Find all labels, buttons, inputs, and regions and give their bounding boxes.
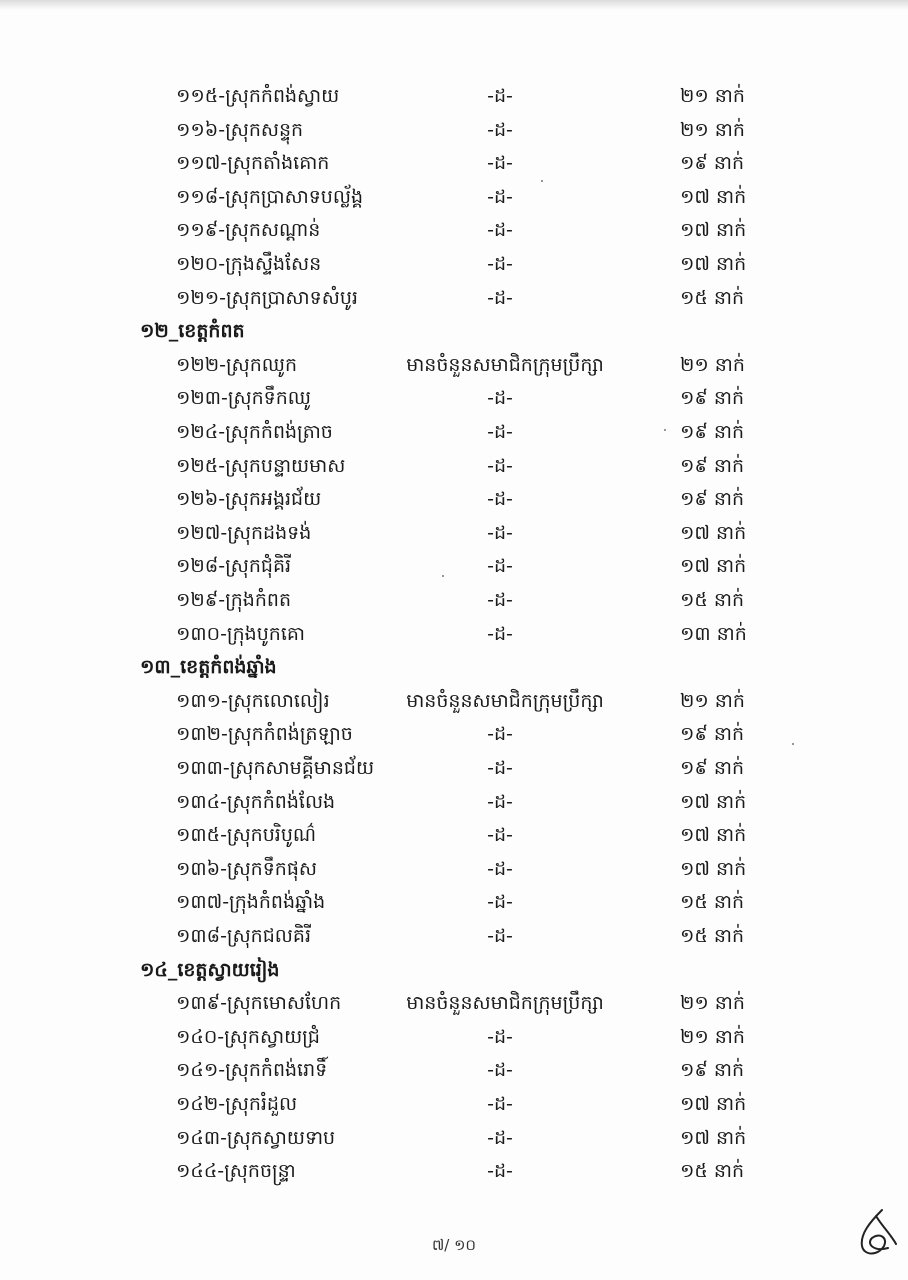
member-note: -ដ-: [487, 1093, 513, 1115]
member-note: -ដ-: [487, 623, 513, 645]
member-note: -ដ-: [487, 488, 513, 510]
member-note: -ដ-: [487, 219, 513, 241]
district-name: ១៣៦-ស្រុកទឹកផុស: [176, 858, 318, 880]
list-item: [0, 550, 908, 582]
list-item: [0, 886, 908, 918]
list-item: [0, 920, 908, 952]
list-item: [0, 853, 908, 885]
member-note: -ដ-: [487, 152, 513, 174]
district-name: ១១៦-ស្រុកសន្ទុក: [176, 119, 304, 141]
scan-speck: [664, 429, 666, 431]
list-item: [0, 819, 908, 851]
member-note: -ដ-: [487, 858, 513, 880]
district-name: ១៤២-ស្រុករំដួល: [176, 1093, 298, 1115]
member-note: មានចំនួនសមាជិកក្រុមប្រឹក្សា: [406, 354, 604, 376]
district-name: ១២៣-ស្រុកទឹកឈូ: [176, 387, 311, 409]
member-note: -ដ-: [487, 757, 513, 779]
member-count: ១៩ នាក់: [680, 421, 745, 443]
scan-speck: [541, 180, 543, 182]
member-count: ១៥ នាក់: [680, 589, 745, 611]
section-heading: ១២_ខេត្តកំពត: [140, 320, 245, 342]
member-count: ១៧ នាក់: [680, 791, 747, 813]
member-count: ១៩ នាក់: [680, 488, 745, 510]
district-name: ១៣៤-ស្រុកកំពង់លែង: [176, 791, 336, 813]
member-count: ១៧ នាក់: [680, 219, 747, 241]
list-item: [0, 584, 908, 616]
list-item: [0, 147, 908, 179]
district-name: ១៤០-ស្រុកស្វាយជ្រំ: [176, 1026, 320, 1048]
district-name: ១២១-ស្រុកប្រាសាទសំបូរ: [176, 287, 358, 309]
list-item: [0, 248, 908, 280]
district-name: ១២៥-ស្រុកបន្ទាយមាស: [176, 455, 346, 477]
scan-speck: [442, 575, 444, 577]
list-item: [0, 382, 908, 414]
list-item: [0, 349, 908, 381]
member-count: ២១ នាក់: [680, 992, 745, 1014]
member-count: ២១ នាក់: [680, 85, 745, 107]
district-name: ១២៤-ស្រុកកំពង់ត្រាច: [176, 421, 333, 443]
member-note: -ដ-: [487, 925, 513, 947]
member-count: ១៧ នាក់: [680, 824, 747, 846]
member-count: ១៩ នាក់: [680, 387, 745, 409]
member-count: ១៣ នាក់: [680, 623, 747, 645]
scan-edge: [0, 0, 908, 10]
member-note: -ដ-: [487, 1059, 513, 1081]
list-item: [0, 214, 908, 246]
member-note: -ដ-: [487, 1026, 513, 1048]
list-item: [0, 1088, 908, 1120]
district-name: ១៤១-ស្រុកកំពង់រោទិ៍: [176, 1059, 328, 1081]
list-item: [0, 181, 908, 213]
district-name: ១២៨-ស្រុកជុំគិរី: [176, 555, 292, 577]
member-count: ១៩ នាក់: [680, 455, 745, 477]
member-note: -ដ-: [487, 1127, 513, 1149]
member-note: -ដ-: [487, 555, 513, 577]
member-note: -ដ-: [487, 723, 513, 745]
member-count: ១៥ នាក់: [680, 287, 745, 309]
member-note: -ដ-: [487, 287, 513, 309]
member-note: -ដ-: [487, 455, 513, 477]
member-note: -ដ-: [487, 891, 513, 913]
list-item: [0, 752, 908, 784]
member-note: -ដ-: [487, 85, 513, 107]
member-count: ១៧ នាក់: [680, 253, 747, 275]
member-count: ២១ នាក់: [680, 354, 745, 376]
member-note: -ដ-: [487, 421, 513, 443]
district-name: ១៣០-ក្រុងបូកគោ: [176, 623, 305, 645]
district-name: ១១៧-ស្រុកតាំងគោក: [176, 152, 330, 174]
member-note: -ដ-: [487, 589, 513, 611]
member-count: ១៩ នាក់: [680, 152, 745, 174]
member-count: ១៥ នាក់: [680, 891, 745, 913]
district-name: ១៣៣-ស្រុកសាមគ្គីមានជ័យ: [176, 757, 375, 779]
member-note: -ដ-: [487, 791, 513, 813]
page-number: ៧/ ១០: [431, 1236, 477, 1254]
section-heading: ១៤_ខេត្តស្វាយរៀង: [140, 959, 280, 981]
district-name: ១៣៩-ស្រុកមោសហែក: [176, 992, 342, 1014]
member-count: ១៧ នាក់: [680, 1127, 747, 1149]
list-item: [0, 80, 908, 112]
list-item: [0, 483, 908, 515]
member-note: មានចំនួនសមាជិកក្រុមប្រឹក្សា: [406, 690, 604, 712]
list-item: [0, 685, 908, 717]
district-name: ១២៩-ក្រុងកំពត: [176, 589, 292, 611]
member-count: ២១ នាក់: [680, 119, 745, 141]
district-name: ១៣៥-ស្រុកបរិបូណ៌: [176, 824, 317, 846]
list-item: [0, 1021, 908, 1053]
member-count: ១៧ នាក់: [680, 522, 747, 544]
list-item: [0, 1155, 908, 1187]
member-note: -ដ-: [487, 1160, 513, 1182]
district-name: ១២៧-ស្រុកដងទង់: [176, 522, 312, 544]
member-note: -ដ-: [487, 387, 513, 409]
list-item: [0, 114, 908, 146]
member-count: ១៩ នាក់: [680, 757, 745, 779]
list-item: [0, 618, 908, 650]
scan-speck: [792, 743, 794, 745]
list-item: [0, 987, 908, 1019]
district-name: ១៣៨-ស្រុកជលគិរី: [176, 925, 311, 947]
member-count: ១៩ នាក់: [680, 723, 745, 745]
district-name: ១១៩-ស្រុកសណ្ដាន់: [176, 219, 321, 241]
member-note: -ដ-: [487, 824, 513, 846]
district-name: ១៤៤-ស្រុកចន្ទ្រា: [176, 1160, 296, 1182]
member-count: ១៩ នាក់: [680, 1059, 745, 1081]
list-item: [0, 416, 908, 448]
member-note: -ដ-: [487, 186, 513, 208]
district-name: ១៤៣-ស្រុកស្វាយទាប: [176, 1127, 336, 1149]
district-name: ១៣២-ស្រុកកំពង់ត្រឡាច: [176, 723, 353, 745]
member-count: ១៧ នាក់: [680, 186, 747, 208]
district-name: ១៣៧-ក្រុងកំពង់ឆ្នាំង: [176, 891, 326, 913]
district-name: ១១៨-ស្រុកប្រាសាទបល្ល័ង្គ: [176, 186, 364, 208]
member-note: មានចំនួនសមាជិកក្រុមប្រឹក្សា: [406, 992, 604, 1014]
member-count: ១៥ នាក់: [680, 1160, 745, 1182]
member-note: -ដ-: [487, 522, 513, 544]
district-name: ១១៥-ស្រុកកំពង់ស្វាយ: [176, 85, 340, 107]
list-item: [0, 450, 908, 482]
signature-mark: [852, 1208, 898, 1260]
list-item: [0, 517, 908, 549]
list-item: [0, 1054, 908, 1086]
list-item: [0, 1122, 908, 1154]
district-name: ១២០-ក្រុងស្ទឹងសែន: [176, 253, 322, 275]
list-item: [0, 282, 908, 314]
member-note: -ដ-: [487, 253, 513, 275]
district-name: ១៣១-ស្រុកលោលៀរ: [176, 690, 330, 712]
member-count: ១៧ នាក់: [680, 858, 747, 880]
member-count: ២១ នាក់: [680, 1026, 745, 1048]
member-note: -ដ-: [487, 119, 513, 141]
member-count: ១៥ នាក់: [680, 925, 745, 947]
district-name: ១២២-ស្រុកឈូក: [176, 354, 298, 376]
member-count: ១៧ នាក់: [680, 555, 747, 577]
list-item: [0, 718, 908, 750]
member-count: ២១ នាក់: [680, 690, 745, 712]
member-count: ១៧ នាក់: [680, 1093, 747, 1115]
district-name: ១២៦-ស្រុកអង្គរជ័យ: [176, 488, 322, 510]
section-heading: ១៣_ខេត្តកំពង់ឆ្នាំង: [140, 656, 277, 678]
list-item: [0, 786, 908, 818]
